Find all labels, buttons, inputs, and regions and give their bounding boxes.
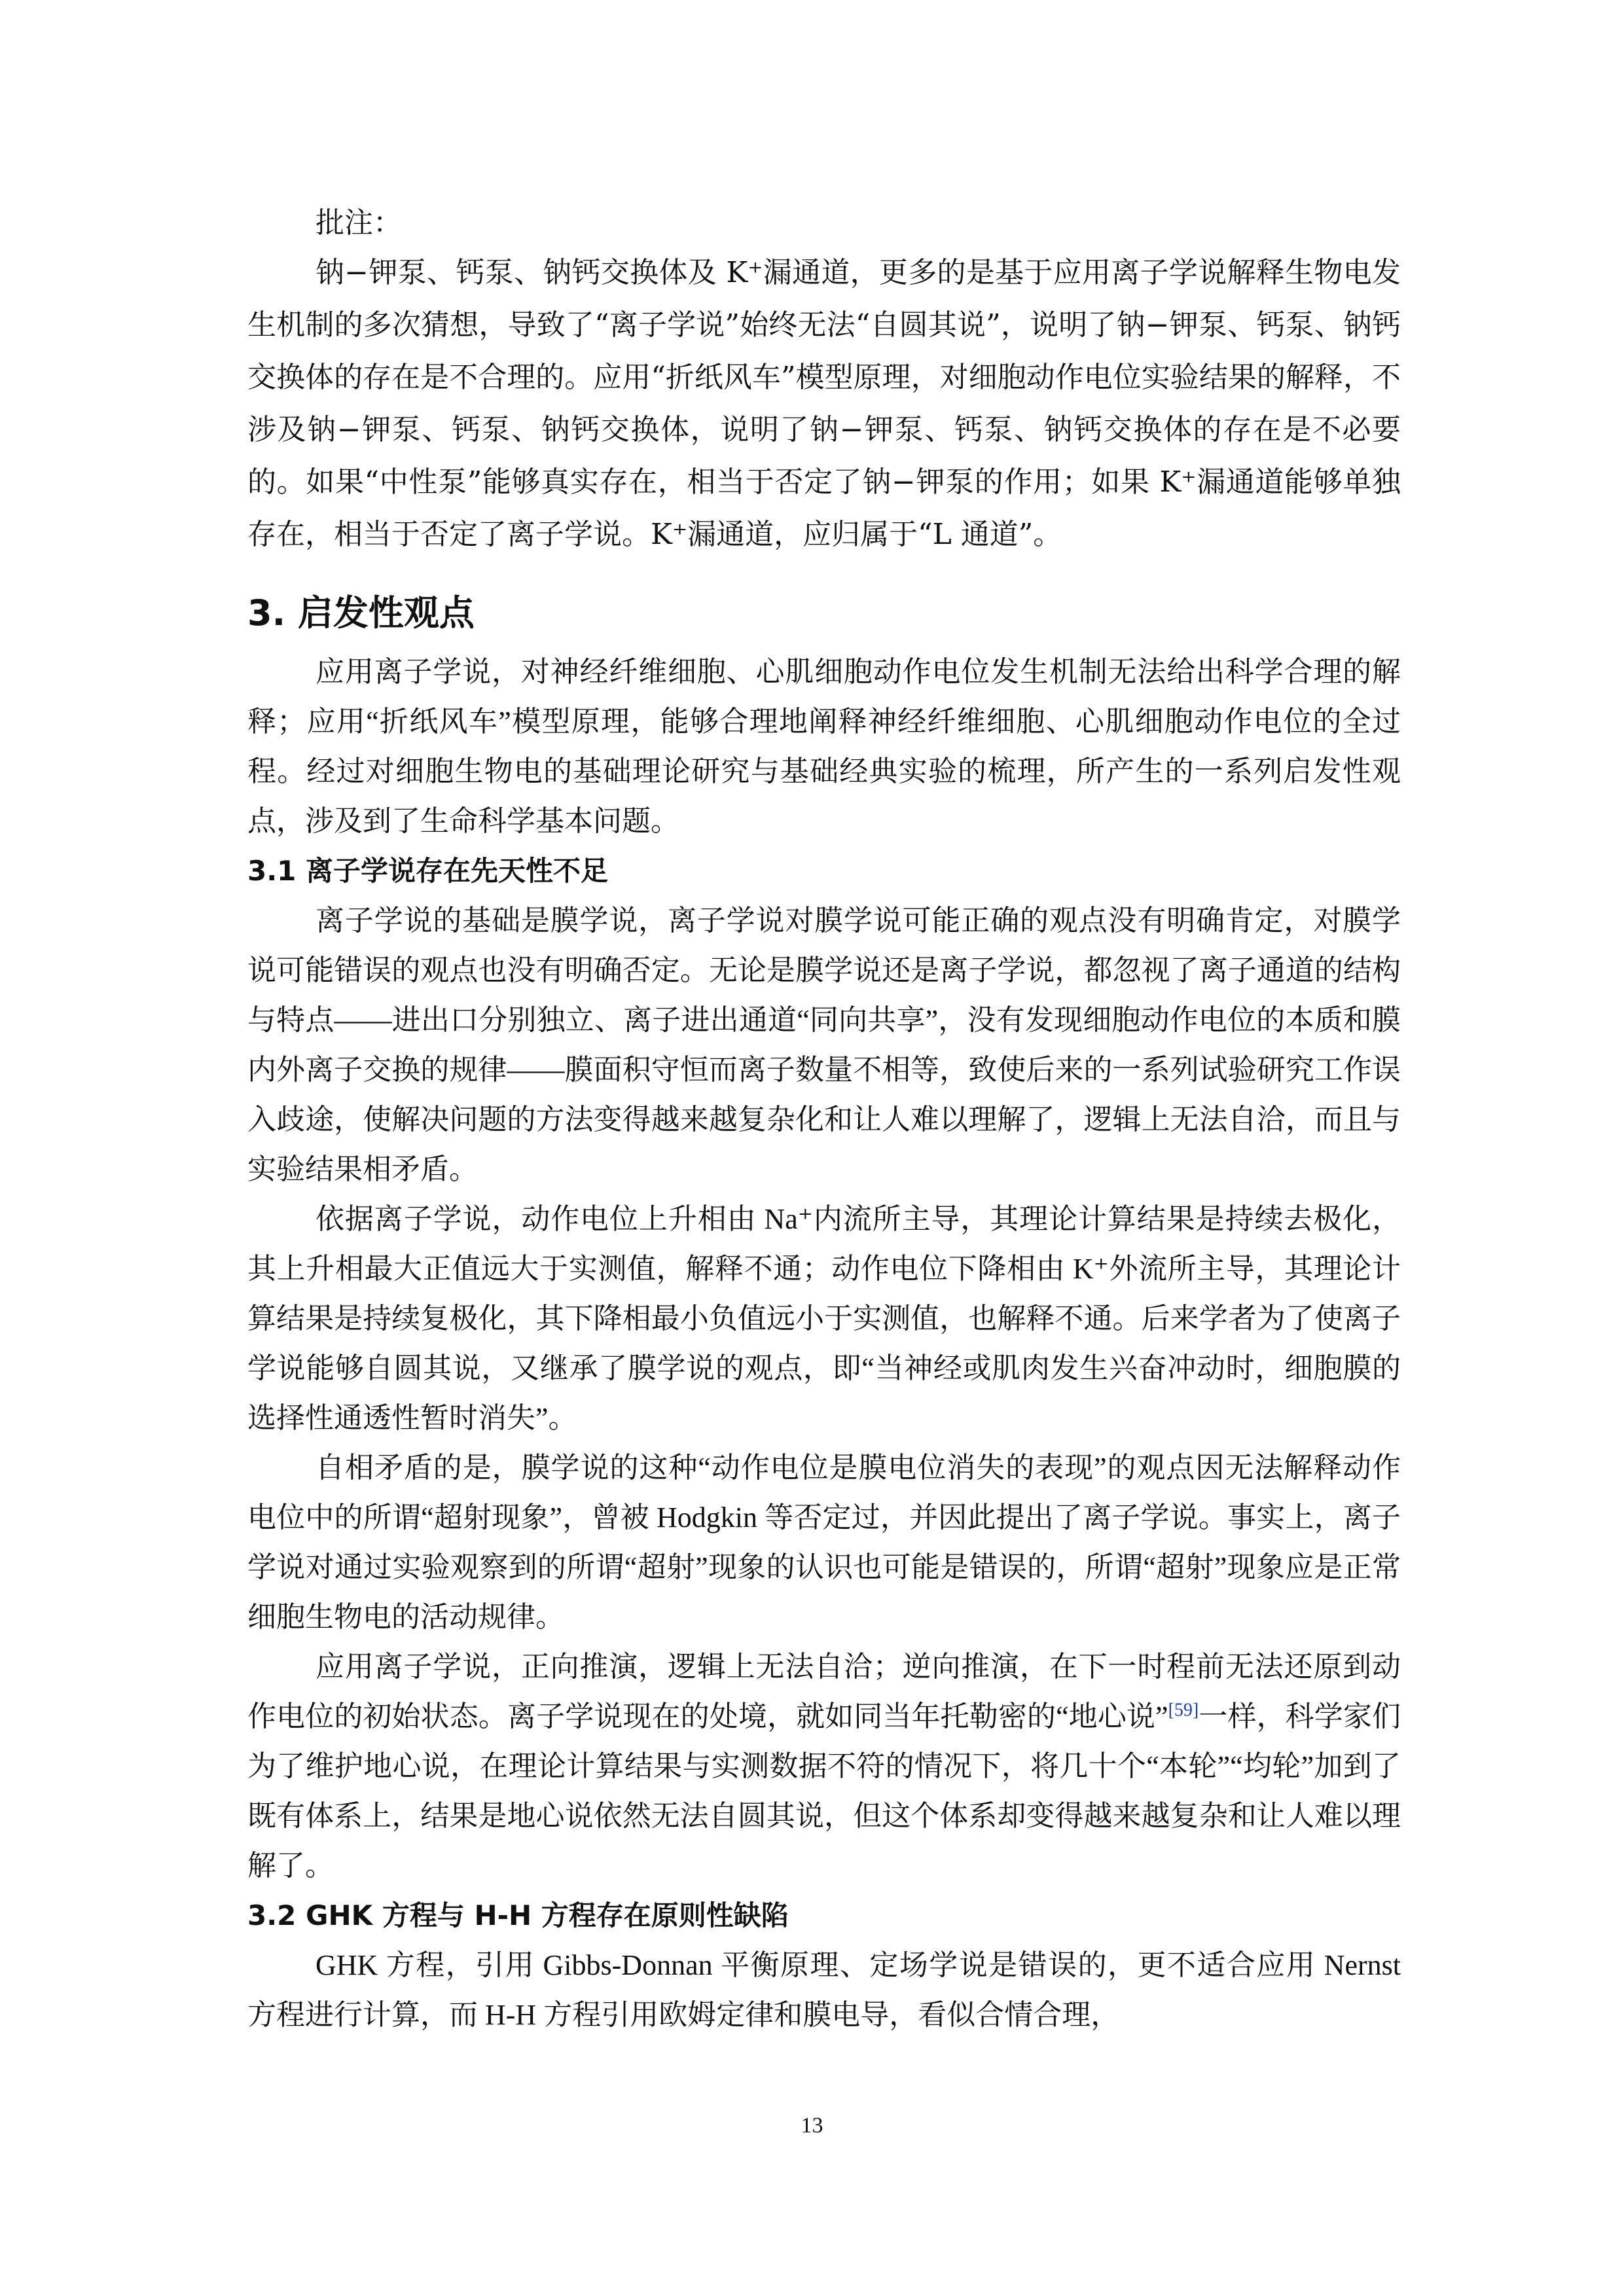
- section-3-intro: 应用离子学说，对神经纤维细胞、心肌细胞动作电位发生机制无法给出科学合理的解释；应用“折纸风车”模型原理，能够合理地阐释神经纤维细胞、心肌细胞动作电位的全过程。经过对细胞生物电的基础理论研究与基础经典实验的梳理，所产生的一系列启发性观点，涉及到了生命科学基本问题。: [247, 656, 1401, 837]
- annotation-title: 批注：: [316, 206, 402, 240]
- section-3-2-heading: 3.2 GHK 方程与 H-H 方程存在原则性缺陷: [247, 1899, 789, 1931]
- annotation-block: [247, 200, 1401, 561]
- section-3-heading: 3. 启发性观点: [247, 592, 475, 634]
- section-3-1-paragraph-2: 依据离子学说，动作电位上升相由 Na⁺内流所主导，其理论计算结果是持续去极化，其上升相最大正值远大于实测值，解释不通；动作电位下降相由 K⁺外流所主导，其理论计算结果是持续复极化，其下降相最小负值远小于实测值，也解释不通。后来学者为了使离子学说能够自圆其说，又继承了膜学说的观点，即“当神经或肌肉发生兴奋冲动时，细胞膜的选择性通透性暂时消失”。: [247, 1203, 1401, 1434]
- section-3-1-paragraph-3: 自相矛盾的是，膜学说的这种“动作电位是膜电位消失的表现”的观点因无法解释动作电位中的所谓“超射现象”，曾被 Hodgkin 等否定过，并因此提出了离子学说。事实上，离子学说对通过实验观察到的所谓“超射”现象的认识也可能是错误的，所谓“超射”现象应是正常细胞生物电的活动规律。: [247, 1452, 1401, 1633]
- section-3-2-paragraph-1: GHK 方程，引用 Gibbs-Donnan 平衡原理、定场学说是错误的，更不适合应用 Nernst 方程进行计算，而 H-H 方程引用欧姆定律和膜电导，看似合情合理，: [247, 1949, 1401, 2031]
- section-3-1-heading: 3.1 离子学说存在先天性不足: [247, 855, 609, 887]
- paragraph-4-text-after: 一样，科学家们为了维护地心说，在理论计算结果与实测数据不符的情况下，将几十个“本轮”“均轮”加到了既有体系上，结果是地心说依然无法自圆其说，但这个体系却变得越来越复杂和让人难以理解了。: [247, 1700, 1401, 1882]
- citation-link-59[interactable]: [59]: [1168, 1700, 1199, 1721]
- paragraph-4-text-before: 应用离子学说，正向推演，逻辑上无法自洽；逆向推演，在下一时程前无法还原到动作电位的初始状态。离子学说现在的处境，就如同当年托勒密的“地心说”: [247, 1651, 1401, 1732]
- annotation-body: 钠−钾泵、钙泵、钠钙交换体及 K⁺漏通道，更多的是基于应用离子学说解释生物电发生机制的多次猜想，导致了“离子学说”始终无法“自圆其说”，说明了钠−钾泵、钙泵、钠钙交换体的存在是不合理的。应用“折纸风车”模型原理，对细胞动作电位实验结果的解释，不涉及钠−钾泵、钙泵、钠钙交换体，说明了钠−钾泵、钙泵、钠钙交换体的存在是不必要的。如果“中性泵”能够真实存在，相当于否定了钠−钾泵的作用；如果 K⁺漏通道能够单独存在，相当于否定了离子学说。K⁺漏通道，应归属于“L 通道”。: [247, 256, 1401, 551]
- section-3-1-paragraph-4: [247, 1642, 1401, 1891]
- section-3-1-paragraph-1: 离子学说的基础是膜学说，离子学说对膜学说可能正确的观点没有明确肯定，对膜学说可能错误的观点也没有明确否定。无论是膜学说还是离子学说，都忽视了离子通道的结构与特点——进出口分别独立、离子进出通道“同向共享”，没有发现细胞动作电位的本质和膜内外离子交换的规律——膜面积守恒而离子数量不相等，致使后来的一系列试验研究工作误入歧途，使解决问题的方法变得越来越复杂化和让人难以理解了，逻辑上无法自洽，而且与实验结果相矛盾。: [247, 905, 1401, 1185]
- page-number: 13: [801, 2113, 823, 2138]
- page-content: [247, 200, 1401, 2040]
